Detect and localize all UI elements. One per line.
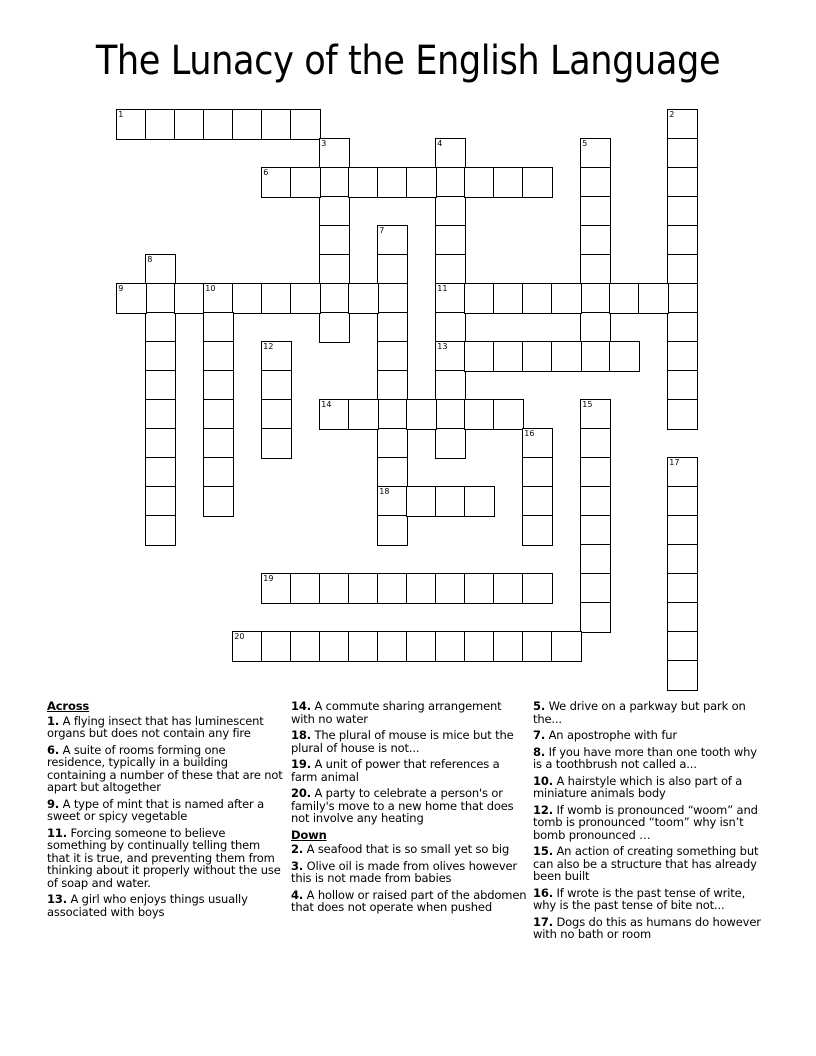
across-heading: Across <box>47 699 90 713</box>
grid-cell[interactable] <box>493 341 524 372</box>
clue-number: 6 <box>263 168 269 178</box>
clue-number: 5 <box>582 139 588 149</box>
grid-cell[interactable] <box>580 283 611 314</box>
clue-column-3 <box>533 700 769 945</box>
grid-cell[interactable] <box>203 341 234 372</box>
clue-number: 7 <box>379 226 385 236</box>
clue-number: 4 <box>437 139 443 149</box>
clue-number: 16 <box>524 429 535 439</box>
clue-across-20: 20. A party to celebrate a person's or family's move to a new home that does not involve any heating <box>291 786 514 825</box>
grid-cell[interactable] <box>667 602 698 633</box>
grid-cell[interactable] <box>667 109 698 140</box>
grid-cell[interactable] <box>145 486 176 517</box>
grid-cell[interactable] <box>464 573 495 604</box>
grid-cell[interactable] <box>116 109 147 140</box>
grid-cell[interactable] <box>638 283 669 314</box>
grid-cell[interactable] <box>377 573 408 604</box>
grid-cell[interactable] <box>493 283 524 314</box>
puzzle-title: The Lunacy of the English Language <box>95 38 721 84</box>
grid-cell[interactable] <box>435 283 466 314</box>
grid-cell[interactable] <box>348 399 379 430</box>
grid-cell[interactable] <box>522 486 553 517</box>
clue-column-1 <box>47 700 283 922</box>
clue-across-14: 14. A commute sharing arrangement with no water <box>291 699 502 726</box>
grid-cell[interactable] <box>319 312 350 343</box>
grid-cell[interactable] <box>580 167 611 198</box>
grid-cell[interactable] <box>145 515 176 546</box>
grid-cell[interactable] <box>261 370 292 401</box>
grid-cell[interactable] <box>580 196 611 227</box>
grid-cell[interactable] <box>377 283 408 314</box>
grid-cell[interactable] <box>580 602 611 633</box>
grid-cell[interactable] <box>203 370 234 401</box>
grid-cell[interactable] <box>493 399 524 430</box>
grid-cell[interactable] <box>609 283 640 314</box>
grid-cell[interactable] <box>435 167 466 198</box>
clue-down-8: 8. If you have more than one tooth why is a toothbrush not called a... <box>533 744 757 771</box>
grid-cell[interactable] <box>667 515 698 546</box>
grid-cell[interactable] <box>435 370 466 401</box>
grid-cell[interactable] <box>580 515 611 546</box>
grid-cell[interactable] <box>232 283 263 314</box>
grid-cell[interactable] <box>522 515 553 546</box>
grid-cell[interactable] <box>580 457 611 488</box>
grid-cell[interactable] <box>406 167 437 198</box>
grid-cell[interactable] <box>667 283 698 314</box>
clue-down-7: 7. An apostrophe with fur <box>533 728 677 742</box>
clue-across-1: 1. A flying insect that has luminescent organs but does not contain any fire <box>47 713 264 740</box>
grid-cell[interactable] <box>319 167 350 198</box>
grid-cell[interactable] <box>377 486 408 517</box>
grid-cell[interactable] <box>116 283 147 314</box>
clue-down-15: 15. An action of creating something but can also be a structure that has already been built <box>533 844 759 883</box>
grid-cell[interactable] <box>464 399 495 430</box>
grid-cell[interactable] <box>667 312 698 343</box>
clue-number: 13 <box>437 342 448 352</box>
grid-cell[interactable] <box>522 341 553 372</box>
clue-number: 11 <box>437 284 448 294</box>
grid-cell[interactable] <box>319 283 350 314</box>
clue-number: 3 <box>321 139 327 149</box>
grid-cell[interactable] <box>667 341 698 372</box>
grid-cell[interactable] <box>145 341 176 372</box>
clue-down-3: 3. Olive oil is made from olives however this is not made from babies <box>291 858 518 885</box>
grid-cell[interactable] <box>290 109 321 140</box>
grid-cell[interactable] <box>377 631 408 662</box>
grid-cell[interactable] <box>145 254 176 285</box>
grid-cell[interactable] <box>145 283 176 314</box>
grid-cell[interactable] <box>580 225 611 256</box>
clue-number: 2 <box>669 110 675 120</box>
grid-cell[interactable] <box>261 283 292 314</box>
grid-cell[interactable] <box>580 254 611 285</box>
grid-cell[interactable] <box>319 225 350 256</box>
grid-cell[interactable] <box>435 573 466 604</box>
grid-cell[interactable] <box>435 254 466 285</box>
grid-cell[interactable] <box>464 167 495 198</box>
grid-cell[interactable] <box>551 631 582 662</box>
clue-number: 10 <box>205 284 216 294</box>
grid-cell[interactable] <box>203 457 234 488</box>
clue-number: 20 <box>234 632 245 642</box>
grid-cell[interactable] <box>261 631 292 662</box>
grid-cell[interactable] <box>203 428 234 459</box>
grid-cell[interactable] <box>609 341 640 372</box>
clue-down-2: 2. A seafood that is so small yet so big <box>291 842 510 856</box>
clue-number: 1 <box>118 110 124 120</box>
grid-cell[interactable] <box>551 283 582 314</box>
grid-cell[interactable] <box>261 573 292 604</box>
grid-cell[interactable] <box>667 138 698 169</box>
grid-cell[interactable] <box>348 167 379 198</box>
clue-down-5: 5. We drive on a parkway but park on the... <box>533 699 746 726</box>
grid-cell[interactable] <box>348 631 379 662</box>
grid-cell[interactable] <box>667 457 698 488</box>
clue-column-2 <box>291 700 527 918</box>
grid-cell[interactable] <box>522 573 553 604</box>
grid-cell[interactable] <box>261 167 292 198</box>
grid-cell[interactable] <box>348 283 379 314</box>
grid-cell[interactable] <box>319 254 350 285</box>
grid-cell[interactable] <box>667 544 698 575</box>
grid-cell[interactable] <box>145 312 176 343</box>
grid-cell[interactable] <box>145 109 176 140</box>
grid-cell[interactable] <box>522 428 553 459</box>
grid-cell[interactable] <box>464 283 495 314</box>
grid-cell[interactable] <box>203 109 234 140</box>
grid-cell[interactable] <box>261 428 292 459</box>
clue-down-10: 10. A hairstyle which is also part of a miniature animals body <box>533 773 743 800</box>
clue-across-13: 13. A girl who enjoys things usually associated with boys <box>47 892 248 919</box>
grid-cell[interactable] <box>580 341 611 372</box>
grid-cell[interactable] <box>522 283 553 314</box>
clue-down-12: 12. If womb is pronounced “woom” and tomb is pronounced “toom” why isn’t bomb pronounced … <box>533 802 758 842</box>
grid-cell[interactable] <box>667 167 698 198</box>
grid-cell[interactable] <box>145 428 176 459</box>
grid-cell[interactable] <box>580 573 611 604</box>
grid-cell[interactable] <box>464 486 495 517</box>
grid-cell[interactable] <box>319 573 350 604</box>
grid-cell[interactable] <box>493 167 524 198</box>
grid-cell[interactable] <box>377 341 408 372</box>
clue-across-19: 19. A unit of power that references a farm animal <box>291 757 500 784</box>
grid-cell[interactable] <box>435 486 466 517</box>
clue-across-11: 11. Forcing someone to believe something by continually telling them that it is true, and preventing them from thinking about it properly without the use of soap and water. <box>47 825 281 890</box>
grid-cell[interactable] <box>319 138 350 169</box>
grid-cell[interactable] <box>522 631 553 662</box>
grid-cell[interactable] <box>174 283 205 314</box>
grid-cell[interactable] <box>377 515 408 546</box>
grid-cell[interactable] <box>435 196 466 227</box>
clue-down-17: 17. Dogs do this as humans do however with no bath or room <box>533 914 761 941</box>
clue-number: 12 <box>263 342 274 352</box>
grid-cell[interactable] <box>203 283 234 314</box>
grid-cell[interactable] <box>319 399 350 430</box>
grid-cell[interactable] <box>174 109 205 140</box>
grid-cell[interactable] <box>435 631 466 662</box>
grid-cell[interactable] <box>203 399 234 430</box>
grid-cell[interactable] <box>580 544 611 575</box>
grid-cell[interactable] <box>580 486 611 517</box>
clue-number: 17 <box>669 458 680 468</box>
grid-cell[interactable] <box>435 341 466 372</box>
grid-cell[interactable] <box>580 138 611 169</box>
grid-cell[interactable] <box>406 573 437 604</box>
grid-cell[interactable] <box>435 225 466 256</box>
grid-cell[interactable] <box>203 486 234 517</box>
grid-cell[interactable] <box>145 399 176 430</box>
clue-number: 15 <box>582 400 593 410</box>
grid-cell[interactable] <box>377 457 408 488</box>
grid-cell[interactable] <box>261 109 292 140</box>
grid-cell[interactable] <box>667 370 698 401</box>
clue-down-4: 4. A hollow or raised part of the abdomen that does not operate when pushed <box>291 887 527 914</box>
grid-cell[interactable] <box>493 631 524 662</box>
clue-number: 9 <box>118 284 124 294</box>
clue-number: 14 <box>321 400 332 410</box>
grid-cell[interactable] <box>667 660 698 691</box>
grid-cell[interactable] <box>522 167 553 198</box>
grid-cell[interactable] <box>261 399 292 430</box>
grid-cell[interactable] <box>406 399 437 430</box>
grid-cell[interactable] <box>435 138 466 169</box>
grid-cell[interactable] <box>377 428 408 459</box>
grid-cell[interactable] <box>464 631 495 662</box>
grid-cell[interactable] <box>580 312 611 343</box>
grid-cell[interactable] <box>464 341 495 372</box>
grid-cell[interactable] <box>493 573 524 604</box>
grid-cell[interactable] <box>667 573 698 604</box>
grid-cell[interactable] <box>203 312 234 343</box>
grid-cell[interactable] <box>261 341 292 372</box>
grid-cell[interactable] <box>319 196 350 227</box>
grid-cell[interactable] <box>377 167 408 198</box>
clue-number: 18 <box>379 487 390 497</box>
grid-cell[interactable] <box>406 486 437 517</box>
clue-number: 8 <box>147 255 153 265</box>
grid-cell[interactable] <box>232 631 263 662</box>
clue-across-9: 9. A type of mint that is named after a sweet or spicy vegetable <box>47 796 264 823</box>
grid-cell[interactable] <box>667 254 698 285</box>
grid-cell[interactable] <box>377 370 408 401</box>
grid-cell[interactable] <box>377 312 408 343</box>
grid-cell[interactable] <box>290 283 321 314</box>
grid-cell[interactable] <box>667 631 698 662</box>
grid-cell[interactable] <box>377 225 408 256</box>
clue-number: 19 <box>263 574 274 584</box>
clue-across-18: 18. The plural of mouse is mice but the plural of house is not... <box>291 728 514 755</box>
grid-cell[interactable] <box>580 428 611 459</box>
grid-cell[interactable] <box>522 457 553 488</box>
grid-cell[interactable] <box>580 399 611 430</box>
grid-cell[interactable] <box>435 312 466 343</box>
grid-cell[interactable] <box>435 399 466 430</box>
grid-cell[interactable] <box>667 225 698 256</box>
clue-down-16: 16. If wrote is the past tense of write, why is the past tense of bite not... <box>533 885 746 912</box>
grid-cell[interactable] <box>551 341 582 372</box>
grid-cell[interactable] <box>290 631 321 662</box>
grid-cell[interactable] <box>145 370 176 401</box>
grid-cell[interactable] <box>319 631 350 662</box>
grid-cell[interactable] <box>377 399 408 430</box>
grid-cell[interactable] <box>377 254 408 285</box>
grid-cell[interactable] <box>290 573 321 604</box>
down-heading: Down <box>291 827 327 842</box>
grid-cell[interactable] <box>290 167 321 198</box>
grid-cell[interactable] <box>435 428 466 459</box>
grid-cell[interactable] <box>232 109 263 140</box>
grid-cell[interactable] <box>145 457 176 488</box>
clue-across-6: 6. A suite of rooms forming one residence, typically in a building containing a number of these that are not apart but altogether <box>47 742 283 794</box>
grid-cell[interactable] <box>667 486 698 517</box>
grid-cell[interactable] <box>667 196 698 227</box>
grid-cell[interactable] <box>406 631 437 662</box>
grid-cell[interactable] <box>348 573 379 604</box>
grid-cell[interactable] <box>667 399 698 430</box>
